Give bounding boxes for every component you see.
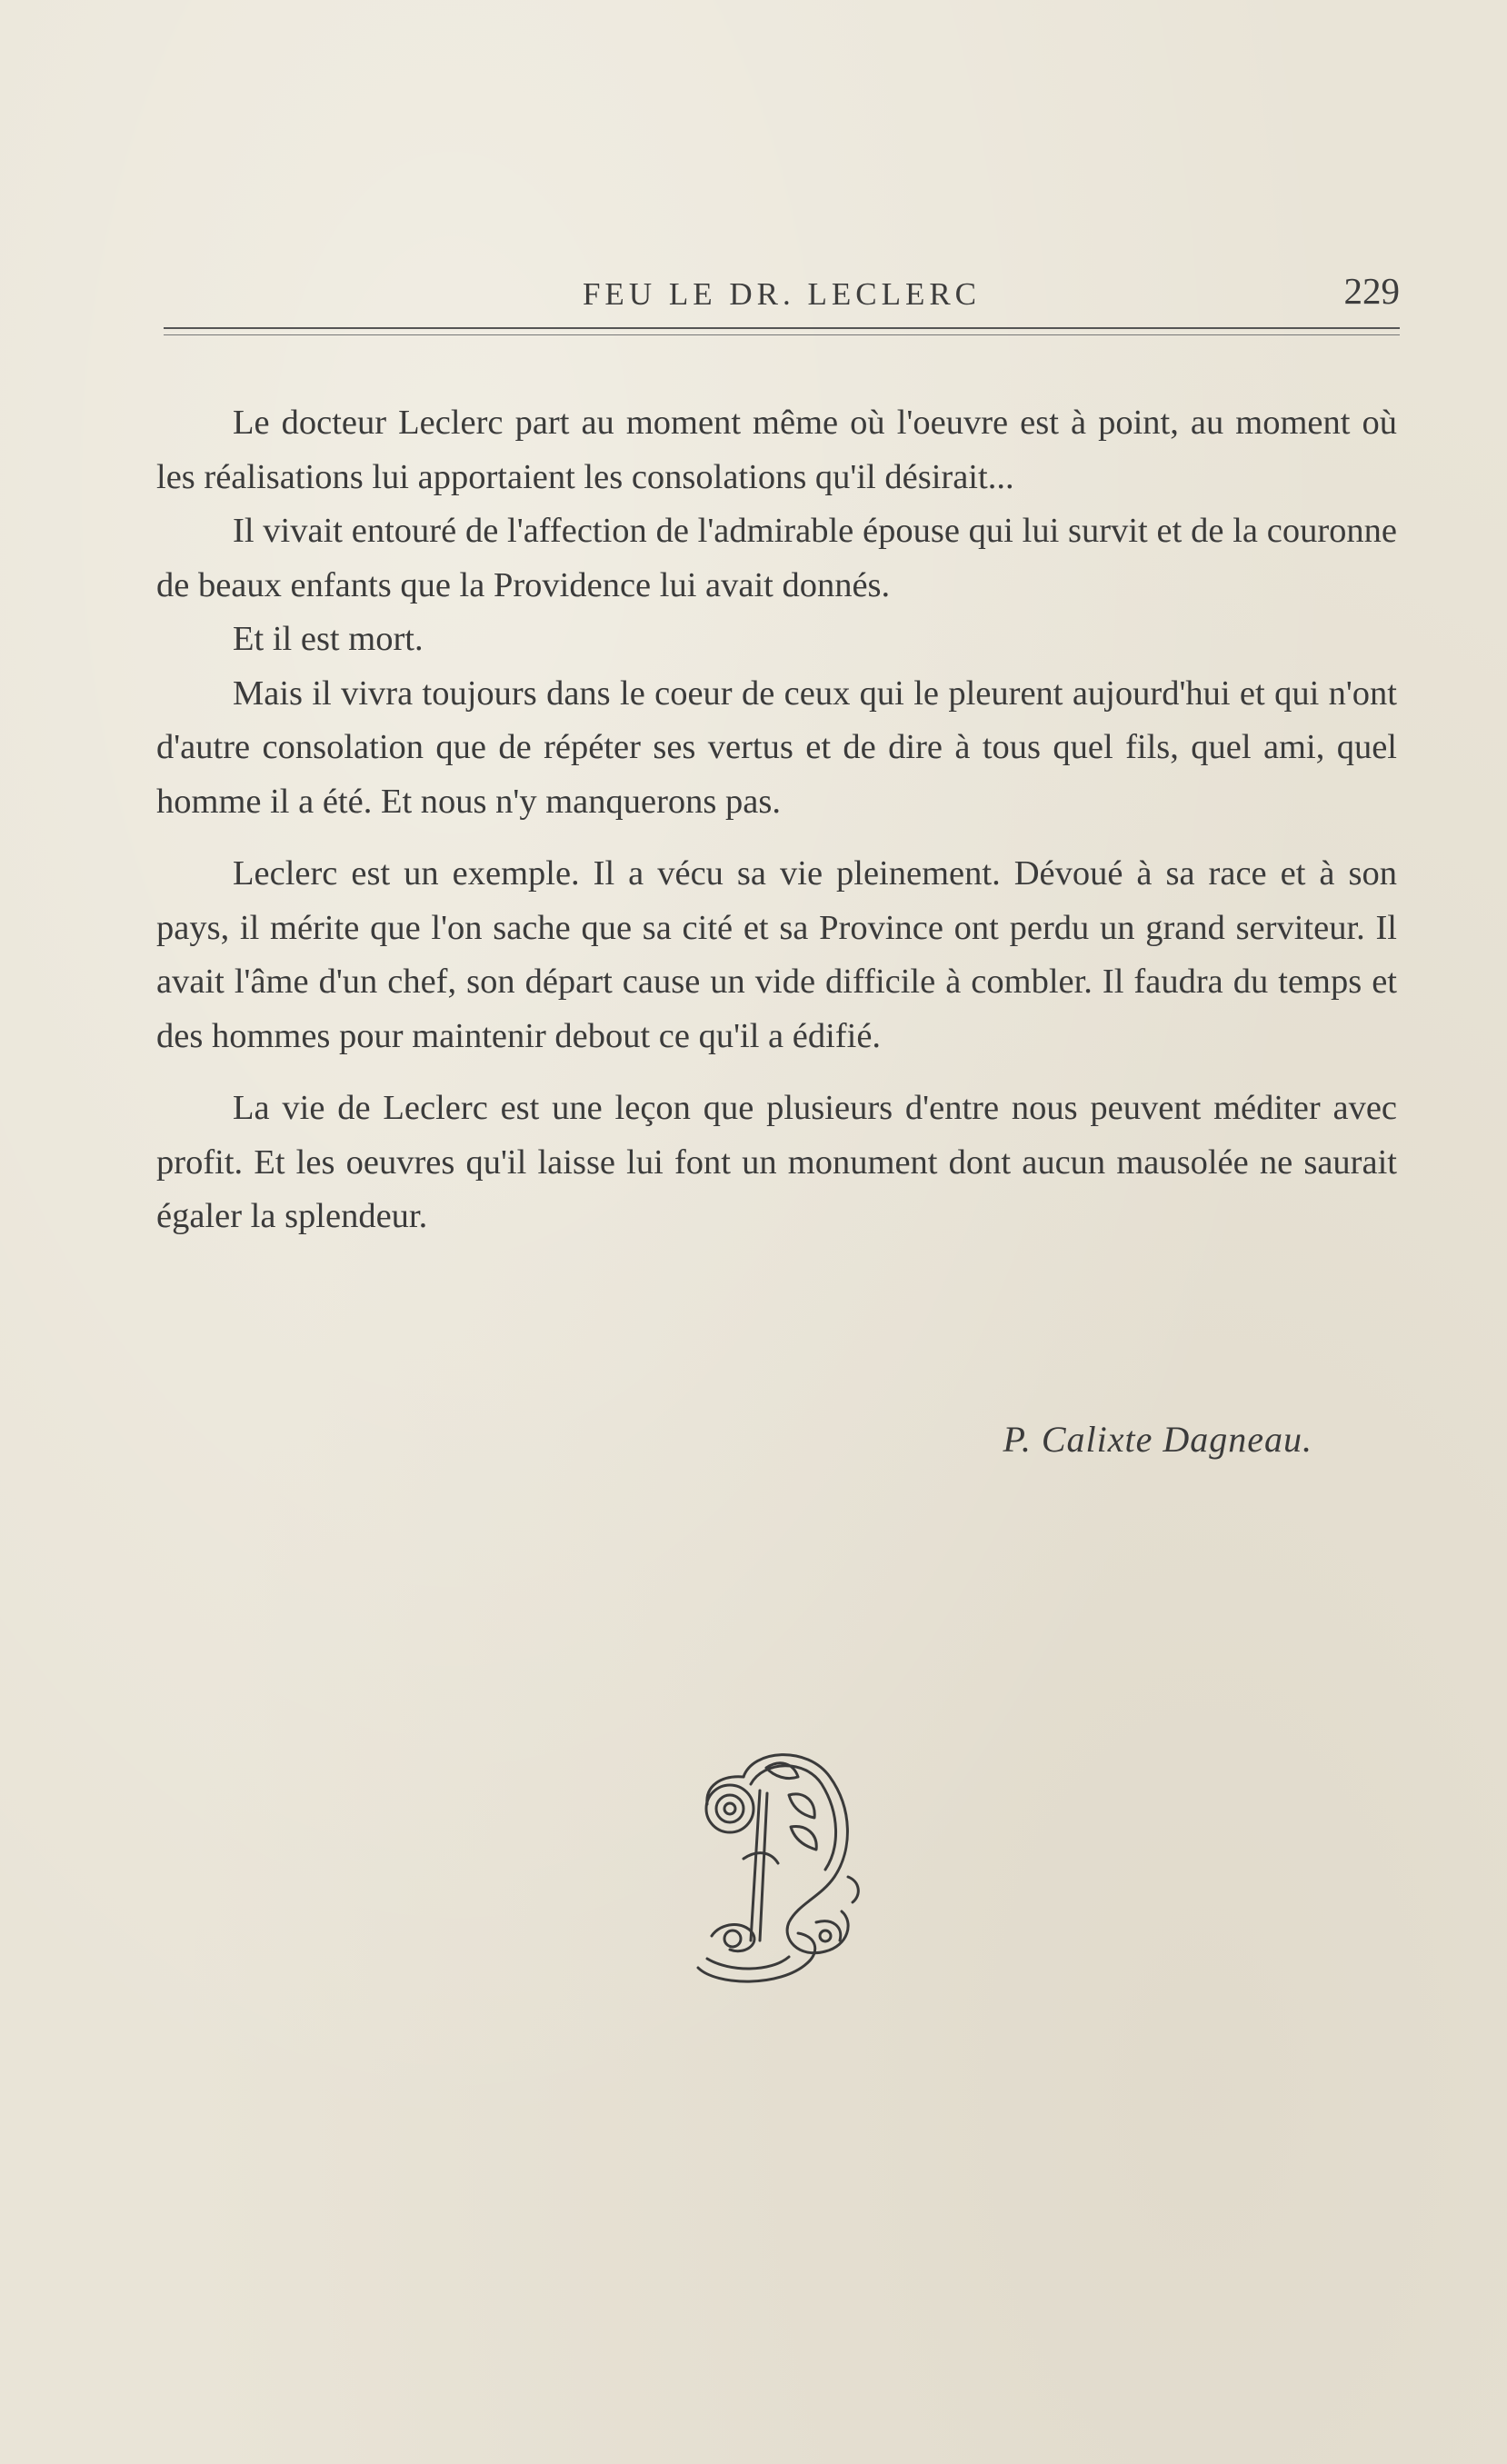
paragraph: Le docteur Leclerc part au moment même où l'oeuvre est à point, au moment où les réalisations lui apportaient les consolations qu'il désirait... bbox=[156, 404, 1397, 496]
paragraph: Il vivait entouré de l'affection de l'admirable épouse qui lui survit et de la couronne de beaux enfants que la Providence lui avait donnés. bbox=[156, 512, 1397, 604]
running-title: FEU LE DR. LECLERC bbox=[582, 276, 982, 312]
page-number: 229 bbox=[1343, 270, 1400, 312]
paragraph: Et il est mort. bbox=[233, 620, 424, 658]
running-header bbox=[164, 269, 1400, 324]
paragraph: La vie de Leclerc est une leçon que plusieurs d'entre nous peuvent méditer avec profit. Et les oeuvres qu'il laisse lui font un monument dont aucun mausolée ne saurait égaler la splendeur. bbox=[156, 1089, 1397, 1235]
header-rule-thin bbox=[164, 334, 1400, 335]
article-body bbox=[156, 396, 1397, 1244]
header-rule-thick bbox=[164, 327, 1400, 329]
paragraph: Leclerc est un exemple. Il a vécu sa vie pleinement. Dévoué à sa race et à son pays, il mérite que l'on sache que sa cité et sa Province ont perdu un grand serviteur. Il avait l'âme d'un chef, son départ cause un vide difficile à combler. Il faudra du temps et des hommes pour maintenir debout ce qu'il a édifié. bbox=[156, 854, 1397, 1055]
floral-scroll-ornament-icon bbox=[680, 1741, 871, 1990]
paragraph: Mais il vivra toujours dans le coeur de ceux qui le pleurent aujourd'hui et qui n'ont d'autre consolation que de répéter ses vertus et de dire à tous quel fils, quel ami, quel homme il a été. Et nous n'y manquerons pas. bbox=[156, 673, 1397, 821]
author-signature: P. Calixte Dagneau. bbox=[1003, 1419, 1312, 1460]
